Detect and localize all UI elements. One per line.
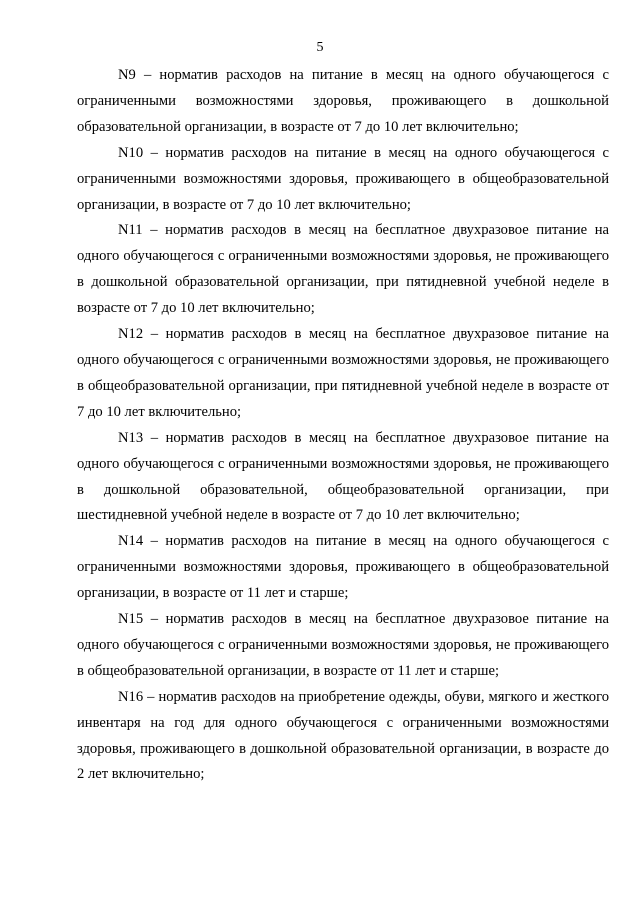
- paragraph-n15: N15 – норматив расходов в месяц на бесплатное двухразовое питание на одного обучающегося с ограниченными возможностями здоровья, не проживающего в общеобразовательной организации, в возрасте от 11 лет и старше;: [77, 611, 609, 679]
- paragraph-n11: N11 – норматив расходов в месяц на бесплатное двухразовое питание на одного обучающегося с ограниченными возможностями здоровья, не проживающего в дошкольной образовательной организации, при пятидневной учебной неделе в возрасте от 7 до 10 лет включительно;: [77, 222, 609, 317]
- page-number: 5: [316, 40, 324, 55]
- paragraph-n13: N13 – норматив расходов в месяц на бесплатное двухразовое питание на одного обучающегося с ограниченными возможностями здоровья, не проживающего в дошкольной образовательной, общеобразовательной организации, при шестидневной учебной неделе в возрасте от 7 до 10 лет включительно;: [77, 429, 609, 524]
- paragraph-n12: N12 – норматив расходов в месяц на бесплатное двухразовое питание на одного обучающегося с ограниченными возможностями здоровья, не проживающего в общеобразовательной организации, при пятидневной учебной неделе в возрасте от 7 до 10 лет включительно;: [77, 326, 609, 420]
- paragraph-n10: N10 – норматив расходов на питание в месяц на одного обучающегося с ограниченными возможностями здоровья, проживающего в общеобразовательной организации, в возрасте от 7 до 10 лет включительно;: [77, 144, 609, 213]
- paragraph-n9: N9 – норматив расходов на питание в месяц на одного обучающегося с ограниченными возможностями здоровья, проживающего в дошкольной образовательной организации, в возрасте от 7 до 10 лет включительно;: [77, 67, 609, 135]
- document-body: [77, 63, 609, 788]
- paragraph-n14: N14 – норматив расходов на питание в месяц на одного обучающегося с ограниченными возможностями здоровья, проживающего в общеобразовательной организации, в возрасте от 11 лет и старше;: [77, 533, 609, 602]
- paragraph-n16: N16 – норматив расходов на приобретение одежды, обуви, мягкого и жесткого инвентаря на год для одного обучающегося с ограниченными возможностями здоровья, проживающего в дошкольной образовательной организации, в возрасте до 2 лет включительно;: [77, 688, 609, 783]
